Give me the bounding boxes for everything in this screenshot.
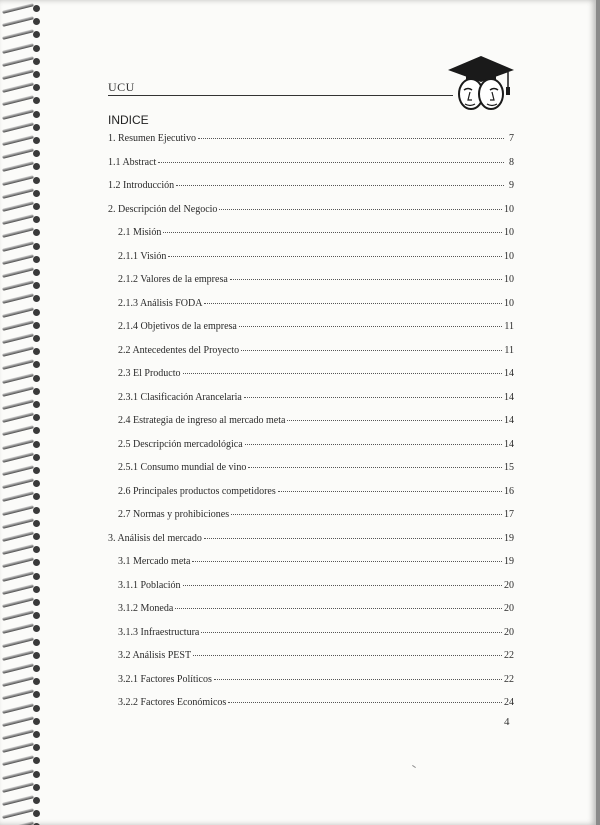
binding-coil (2, 110, 42, 119)
toc-entry-label: 1.1 Abstract (108, 156, 157, 168)
toc-entry-label: 1. Resumen Ejecutivo (108, 133, 197, 144)
binding-coil (2, 123, 42, 132)
toc-entry-label: 3.2.2 Factores Económicos (118, 697, 227, 708)
binding-coil (2, 651, 42, 660)
toc-entry (108, 697, 514, 721)
binding-coil (2, 479, 42, 488)
binding-coil (2, 440, 42, 449)
binding-coil (2, 268, 42, 277)
toc-entry (108, 674, 514, 698)
binding-coil (2, 426, 42, 435)
binding-coil (2, 83, 42, 92)
toc-dot-leader (192, 561, 502, 562)
graduation-cap-faces-logo (446, 54, 516, 114)
toc-entry-label: 3.1.2 Moneda (118, 603, 174, 614)
binding-coil (2, 400, 42, 409)
toc-entry (108, 345, 514, 369)
binding-coil (2, 717, 42, 726)
binding-coil (2, 70, 42, 79)
binding-coil (2, 189, 42, 198)
binding-coil (2, 532, 42, 541)
toc-entry-page: 9 (509, 180, 514, 191)
toc-entry-label: 3. Análisis del mercado (108, 532, 202, 544)
toc-entry-label: 3.1.1 Población (118, 579, 181, 591)
toc-dot-leader (201, 632, 502, 633)
binding-coil (2, 624, 42, 633)
toc-entry (108, 157, 514, 181)
scan-speck (412, 765, 416, 768)
toc-entry (108, 439, 514, 463)
binding-coil (2, 558, 42, 567)
toc-entry-label: 2.2 Antecedentes del Proyecto (118, 344, 240, 356)
toc-entry-page: 22 (504, 650, 514, 661)
toc-entry-page: 17 (504, 509, 514, 520)
binding-coil (2, 255, 42, 264)
toc-dot-leader (168, 256, 502, 257)
toc-entry-label: 1.2 Introducción (108, 180, 175, 191)
toc-entry-page: 20 (504, 603, 514, 614)
toc-entry-page: 11 (504, 344, 514, 356)
toc-entry-page: 24 (504, 697, 514, 708)
toc-entry-page: 14 (504, 368, 514, 379)
binding-coil (2, 242, 42, 251)
toc-entry (108, 556, 514, 580)
toc-entry (108, 298, 514, 322)
toc-dot-leader (241, 350, 502, 351)
binding-coil (2, 598, 42, 607)
toc-dot-leader (183, 585, 503, 586)
toc-entry-label: 2.3 El Producto (118, 368, 181, 379)
toc-entry-label: 2.4 Estrategia de ingreso al mercado meta (118, 415, 286, 426)
toc-entry (108, 180, 514, 204)
toc-entry-label: 2.5.1 Consumo mundial de vino (118, 462, 247, 473)
toc-dot-leader (158, 162, 504, 163)
binding-coil (2, 96, 42, 105)
binding-coil (2, 572, 42, 581)
binding-coil (2, 387, 42, 396)
toc-entry (108, 650, 514, 674)
binding-coil (2, 730, 42, 739)
binding-coil (2, 770, 42, 779)
toc-entry-label: 2. Descripción del Negocio (108, 203, 218, 215)
toc-dot-leader (193, 655, 502, 656)
binding-coil (2, 215, 42, 224)
toc-entry-page: 14 (504, 415, 514, 426)
binding-coil (2, 611, 42, 620)
toc-dot-leader (231, 514, 502, 515)
toc-entry-label: 2.6 Principales productos competidores (118, 485, 276, 497)
page-number: 4 (504, 716, 510, 728)
toc-entry-page: 7 (509, 133, 514, 144)
binding-coil (2, 638, 42, 647)
binding-coil (2, 4, 42, 13)
toc-dot-leader (287, 420, 502, 421)
toc-entry-label: 2.1.3 Análisis FODA (118, 297, 203, 309)
toc-dot-leader (239, 326, 503, 327)
toc-entry (108, 133, 514, 157)
binding-coil (2, 704, 42, 713)
toc-entry (108, 204, 514, 228)
table-of-contents (108, 133, 514, 721)
toc-entry (108, 321, 514, 345)
toc-entry-label: 2.1.1 Visión (118, 250, 167, 262)
binding-coil (2, 149, 42, 158)
toc-dot-leader (163, 232, 502, 233)
binding-coil (2, 453, 42, 462)
binding-coil (2, 809, 42, 818)
toc-entry-page: 20 (504, 579, 514, 591)
toc-entry-page: 14 (504, 438, 514, 450)
binding-coil (2, 374, 42, 383)
toc-entry (108, 251, 514, 275)
toc-entry-label: 2.1 Misión (118, 227, 162, 238)
toc-dot-leader (278, 491, 502, 492)
toc-entry-label: 3.2.1 Factores Políticos (118, 673, 212, 685)
binding-coil (2, 756, 42, 765)
toc-entry-label: 3.1 Mercado meta (118, 556, 191, 567)
binding-coil (2, 585, 42, 594)
toc-dot-leader (228, 702, 502, 703)
toc-entry (108, 274, 514, 298)
toc-entry-page: 10 (504, 274, 514, 285)
toc-entry-label: 3.2 Análisis PEST (118, 650, 192, 661)
toc-entry (108, 603, 514, 627)
toc-entry-page: 20 (504, 626, 514, 638)
toc-entry (108, 627, 514, 651)
binding-coil (2, 17, 42, 26)
binding-coil (2, 492, 42, 501)
header-org: UCU (108, 80, 135, 94)
toc-entry (108, 509, 514, 533)
toc-entry (108, 415, 514, 439)
toc-entry-page: 22 (504, 673, 514, 685)
toc-dot-leader (204, 303, 502, 304)
toc-entry-page: 16 (504, 485, 514, 497)
binding-coil (2, 30, 42, 39)
toc-dot-leader (176, 185, 504, 186)
toc-entry-label: 2.3.1 Clasificación Arancelaria (118, 391, 242, 403)
binding-coil (2, 136, 42, 145)
spiral-binding-icon (0, 0, 46, 825)
toc-entry-label: 3.1.3 Infraestructura (118, 626, 200, 638)
binding-coil (2, 202, 42, 211)
toc-entry-page: 10 (504, 203, 514, 215)
toc-entry (108, 227, 514, 251)
toc-dot-leader (198, 138, 504, 139)
toc-entry-page: 8 (509, 156, 514, 168)
binding-coil (2, 308, 42, 317)
toc-entry-page: 10 (504, 250, 514, 262)
toc-entry-page: 10 (504, 297, 514, 309)
index-title: INDICE (108, 113, 149, 127)
binding-coil (2, 796, 42, 805)
toc-dot-leader (244, 397, 502, 398)
toc-dot-leader (248, 467, 502, 468)
binding-coil (2, 743, 42, 752)
toc-dot-leader (245, 444, 502, 445)
toc-entry (108, 462, 514, 486)
binding-coil (2, 664, 42, 673)
binding-coil (2, 228, 42, 237)
toc-entry (108, 580, 514, 604)
binding-coil (2, 281, 42, 290)
binding-coil (2, 360, 42, 369)
binding-coil (2, 44, 42, 53)
toc-dot-leader (214, 679, 502, 680)
binding-coil (2, 176, 42, 185)
toc-dot-leader (183, 373, 503, 374)
toc-entry-page: 19 (504, 532, 514, 544)
toc-entry-page: 19 (504, 556, 514, 567)
toc-entry (108, 533, 514, 557)
binding-coil (2, 690, 42, 699)
toc-dot-leader (219, 209, 502, 210)
toc-entry-page: 14 (504, 391, 514, 403)
toc-entry (108, 392, 514, 416)
binding-coil (2, 413, 42, 422)
toc-entry (108, 486, 514, 510)
toc-entry-label: 2.7 Normas y prohibiciones (118, 509, 230, 520)
header-rule (108, 95, 453, 96)
binding-coil (2, 545, 42, 554)
binding-coil (2, 347, 42, 356)
binding-coil (2, 294, 42, 303)
binding-coil (2, 783, 42, 792)
toc-entry-label: 2.1.2 Valores de la empresa (118, 274, 228, 285)
toc-entry-page: 15 (504, 462, 514, 473)
binding-coil (2, 519, 42, 528)
binding-coil (2, 162, 42, 171)
toc-dot-leader (230, 279, 502, 280)
toc-entry-page: 10 (504, 227, 514, 238)
toc-entry (108, 368, 514, 392)
binding-coil (2, 57, 42, 66)
toc-entry-page: 11 (504, 321, 514, 332)
binding-coil (2, 466, 42, 475)
toc-dot-leader (204, 538, 502, 539)
binding-coil (2, 677, 42, 686)
toc-entry-label: 2.5 Descripción mercadológica (118, 438, 243, 450)
binding-coil (2, 334, 42, 343)
binding-coil (2, 506, 42, 515)
toc-entry-label: 2.1.4 Objetivos de la empresa (118, 321, 237, 332)
toc-dot-leader (175, 608, 502, 609)
binding-coil (2, 321, 42, 330)
